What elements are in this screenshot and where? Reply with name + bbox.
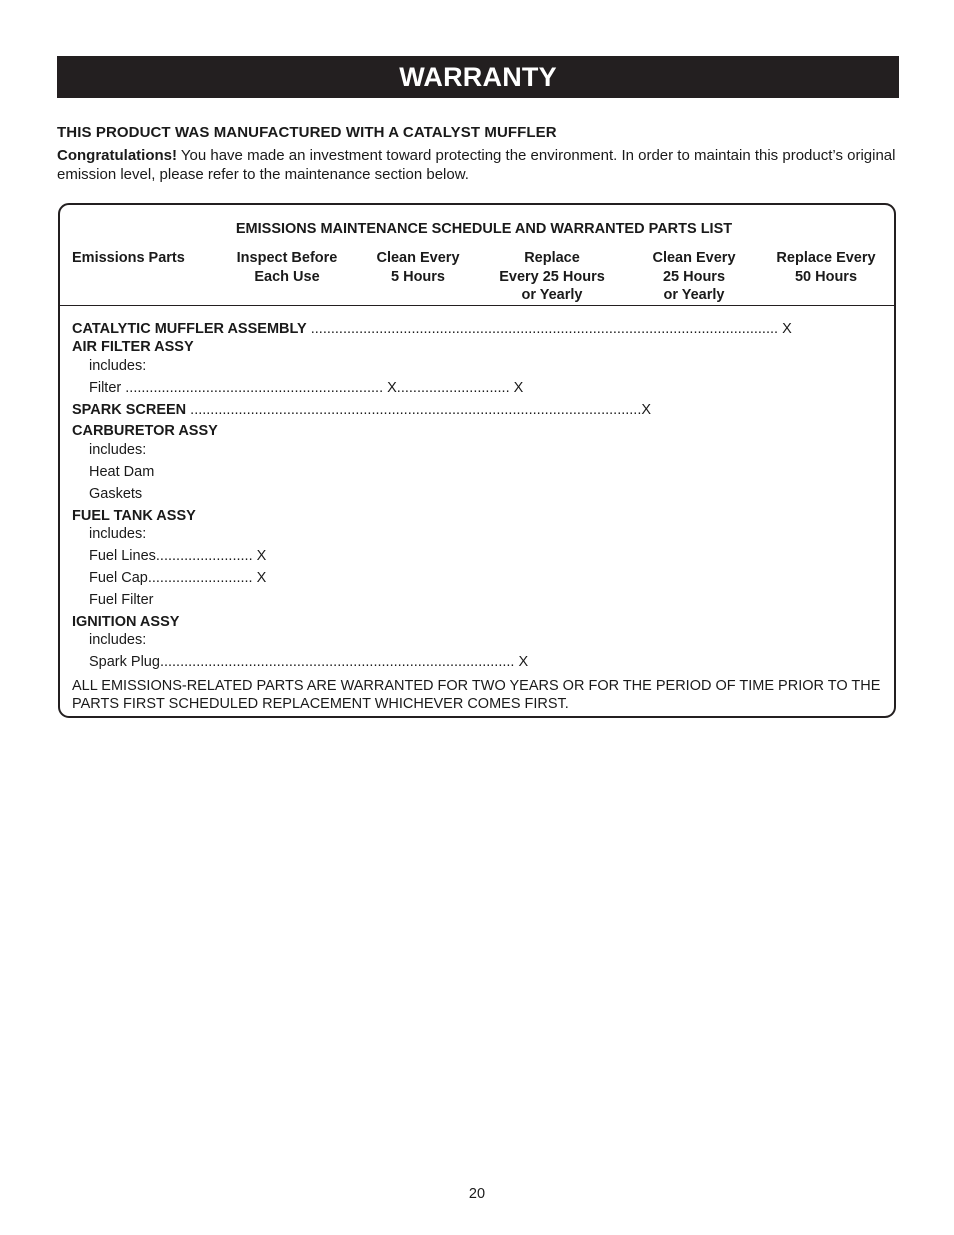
part-row-catalytic-muffler (72, 320, 792, 338)
warranty-note: ALL EMISSIONS-RELATED PARTS ARE WARRANTED FOR TWO YEARS OR FOR THE PERIOD OF TIME PRIOR TO THE PARTS FIRST SCHEDULED REPLACEMENT WHICHEVER COMES FIRST. (72, 678, 881, 712)
column-header-replace-25 (499, 249, 605, 305)
part-row-carburetor: CARBURETOR ASSY (72, 423, 218, 439)
includes-label: includes: (89, 442, 147, 458)
intro-text: You have made an investment toward protecting the environment. In order to maintain this product’s original emission level, please refer to the maintenance section below. (57, 147, 896, 183)
part-row-fuel-tank: FUEL TANK ASSY (72, 508, 196, 524)
schedule-mark: X (514, 654, 529, 670)
column-header-emissions-parts (72, 249, 185, 268)
leader-dots: .................................................................................................................... (306, 321, 779, 337)
column-header-line: 50 Hours (794, 268, 858, 285)
part-row-fuel-cap (89, 569, 266, 587)
leader-dots: .......................... (147, 570, 253, 586)
warranty-banner (57, 56, 899, 98)
column-header-replace-50 (776, 249, 875, 286)
column-header-line: or Yearly (663, 287, 725, 303)
schedule-mark: X (252, 570, 267, 586)
part-row-ignition: IGNITION ASSY (72, 614, 180, 630)
schedule-box (58, 203, 896, 718)
column-header-clean-25 (652, 249, 735, 305)
column-header-line: Replace (524, 250, 580, 266)
schedule-mark: X (383, 380, 397, 396)
part-label: SPARK SCREEN (72, 402, 187, 418)
schedule-mark: X (509, 380, 524, 396)
column-header-line: Replace Every (776, 250, 876, 266)
leader-dots: ............................ (396, 380, 510, 396)
part-label: CATALYTIC MUFFLER ASSEMBLY (72, 321, 307, 337)
column-header-inspect (237, 249, 338, 286)
header-divider (60, 305, 895, 306)
column-header-line: Clean Every (376, 250, 460, 266)
leader-dots: ................................................................................................................ (186, 402, 642, 418)
page-number: 20 (468, 1186, 486, 1202)
includes-label: includes: (89, 526, 147, 542)
part-label: Fuel Cap (89, 570, 148, 586)
intro-lead: Congratulations! (57, 147, 177, 164)
schedule-mark: X (641, 402, 652, 418)
column-header-line: Inspect Before (236, 250, 338, 266)
part-row-gaskets: Gaskets (89, 486, 143, 502)
part-row-spark-screen (72, 401, 651, 419)
schedule-title: EMISSIONS MAINTENANCE SCHEDULE AND WARRANTED PARTS LIST (235, 221, 733, 237)
column-header-line: 25 Hours (662, 268, 726, 285)
column-header-line: Clean Every (652, 250, 736, 266)
leader-dots: ........................ (155, 548, 253, 564)
part-row-heat-dam: Heat Dam (89, 464, 155, 480)
column-header-line: 5 Hours (391, 268, 445, 285)
column-header-line: Every 25 Hours (499, 268, 605, 285)
part-label: Spark Plug (89, 654, 160, 670)
section-headline: THIS PRODUCT WAS MANUFACTURED WITH A CATALYST MUFFLER (57, 124, 557, 141)
part-row-fuel-lines (89, 547, 266, 565)
column-header-line: Emissions Parts (72, 250, 185, 266)
intro-paragraph (57, 146, 902, 184)
part-row-air-filter: AIR FILTER ASSY (72, 339, 194, 355)
includes-label: includes: (89, 632, 147, 648)
page-title: WARRANTY (399, 62, 557, 92)
column-header-clean-5 (376, 249, 459, 286)
column-header-line: Each Use (254, 268, 320, 285)
schedule-mark: X (778, 321, 792, 337)
part-label: Fuel Lines (89, 548, 156, 564)
part-row-spark-plug (89, 653, 528, 671)
part-label: Filter (89, 380, 122, 396)
part-row-fuel-filter: Fuel Filter (89, 592, 154, 608)
schedule-mark: X (252, 548, 267, 564)
part-row-filter (89, 379, 523, 397)
leader-dots: ........................................................................................ (159, 654, 515, 670)
column-header-line: or Yearly (521, 287, 583, 303)
leader-dots: ................................................................ (121, 380, 384, 396)
includes-label: includes: (89, 358, 147, 374)
